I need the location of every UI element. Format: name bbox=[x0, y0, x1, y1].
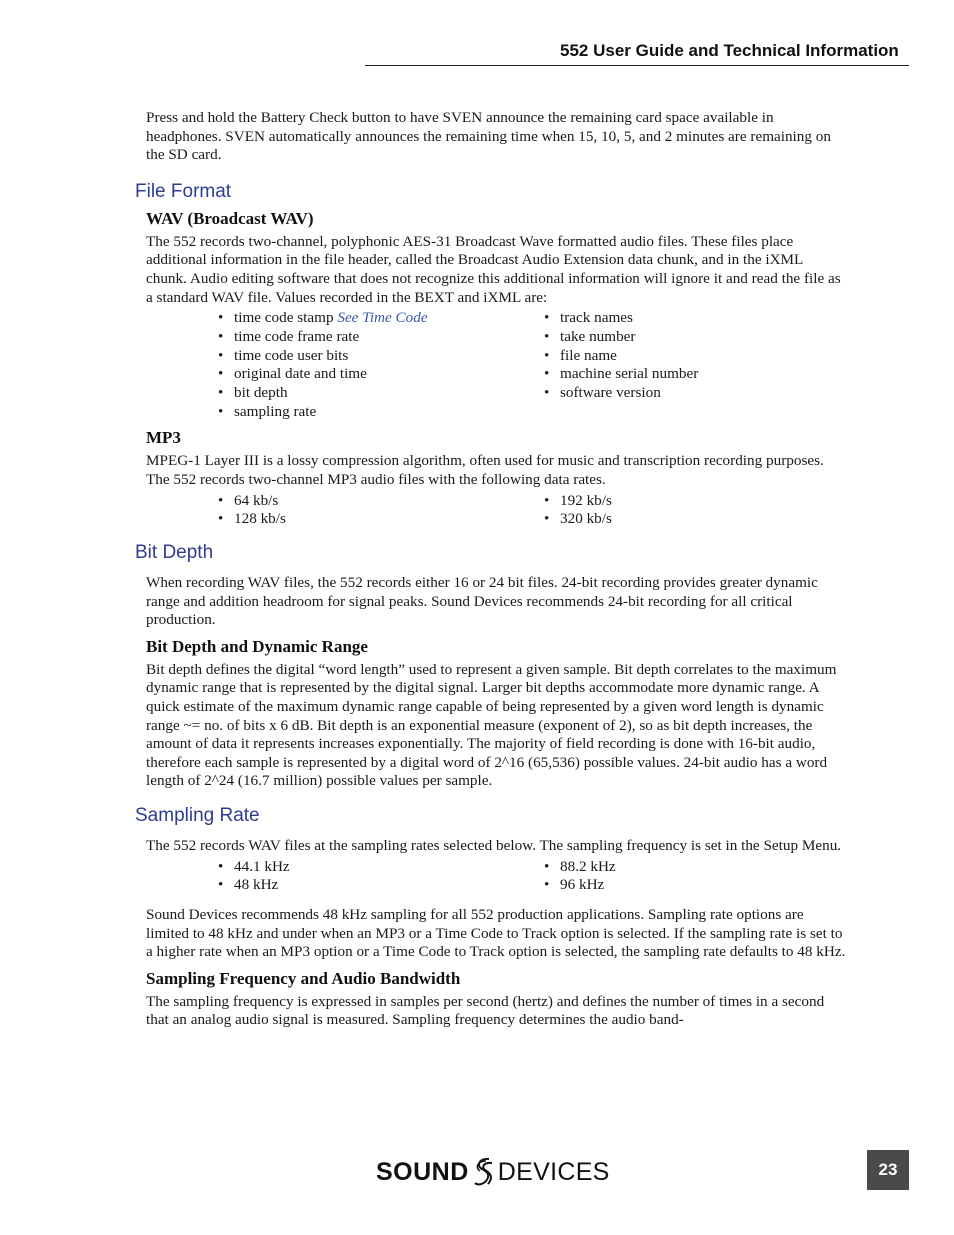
list-item: • 48 kHz bbox=[218, 876, 544, 895]
list-item: • 64 kb/s bbox=[218, 492, 544, 511]
dynamic-range-paragraph: Bit depth defines the digital “word length” used to represent a given sample. Bit depth correlates to the maximum dynamic range that is represented by the digital signal. Larger bit depths accommodate more dynamic range. A quick estimate of the maximum dynamic range capable of being represented by a given word length is dynamic range ~= no. of bits x 6 dB. Bit depth is an exponential measure (exponent of 2), so as bit depth increases, the amount of data it represents increases exponentially. The majority of field recording is done with 16-bit audio, therefore each sample is represented by a digital word of 2^16 (65,536) possible values. 24-bit audio has a word length of 2^24 (16.7 million) possible values per sample. bbox=[146, 660, 837, 790]
list-item: • machine serial number bbox=[544, 365, 844, 384]
mp3-rates-list bbox=[218, 492, 846, 529]
intro-paragraph: Press and hold the Battery Check button to have SVEN announce the remaining card space available in headphones. SVEN automatically announces the remaining time when 15, 10, 5, and 2 minutes are remaining on the SD card. bbox=[146, 109, 831, 164]
page-number-badge: 23 bbox=[867, 1150, 909, 1190]
sampling-rates-list bbox=[218, 858, 846, 895]
logo-word-sound: SOUND bbox=[376, 1157, 469, 1186]
page-content bbox=[135, 109, 846, 1030]
subheading-wav: WAV (Broadcast WAV) bbox=[146, 208, 314, 228]
list-item: • time code frame rate bbox=[218, 328, 544, 347]
bit-depth-paragraph: When recording WAV files, the 552 records either 16 or 24 bit files. 24-bit recording provides greater dynamic range and addition headroom for signal peaks. Sound Devices recommends 24-bit recording for all critical production. bbox=[146, 573, 818, 629]
sound-devices-logo bbox=[376, 1155, 610, 1189]
section-heading-bit-depth: Bit Depth bbox=[135, 541, 214, 563]
list-item: • 320 kb/s bbox=[544, 510, 844, 529]
list-item: • 88.2 kHz bbox=[544, 858, 844, 877]
subheading-mp3: MP3 bbox=[146, 428, 181, 448]
section-heading-file-format: File Format bbox=[135, 180, 232, 202]
list-item: • take number bbox=[544, 328, 844, 347]
header-rule bbox=[365, 65, 909, 66]
subheading-bandwidth: Sampling Frequency and Audio Bandwidth bbox=[146, 968, 461, 988]
section-heading-sampling-rate: Sampling Rate bbox=[135, 804, 260, 826]
list-item: • track names bbox=[544, 309, 844, 328]
swirl-logo-icon bbox=[471, 1156, 497, 1188]
list-item: • 96 kHz bbox=[544, 876, 844, 895]
list-item: • time code user bits bbox=[218, 347, 544, 366]
wav-values-list bbox=[218, 309, 846, 421]
list-item: • time code stamp See Time Code bbox=[218, 309, 544, 328]
list-item: • original date and time bbox=[218, 365, 544, 384]
list-item: • 192 kb/s bbox=[544, 492, 844, 511]
bandwidth-paragraph: The sampling frequency is expressed in samples per second (hertz) and defines the number of times in a second that an analog audio signal is measured. Sampling frequency determines the audio band- bbox=[146, 992, 825, 1029]
list-item: • bit depth bbox=[218, 384, 544, 403]
running-header-title: 552 User Guide and Technical Information bbox=[560, 41, 899, 60]
list-item: • sampling rate bbox=[218, 403, 544, 422]
list-item: • file name bbox=[544, 347, 844, 366]
list-item: • 44.1 kHz bbox=[218, 858, 544, 877]
sampling-recommendation-paragraph: Sound Devices recommends 48 kHz sampling for all 552 production applications. Sampling rate options are limited to 48 kHz and under when an MP3 or a Time Code to Track option is selected. If the sampling rate is set to a higher rate when an MP3 option or a Time Code to Track option is selected, the sampling rate defaults to 48 kHz. bbox=[146, 905, 846, 961]
wav-paragraph: The 552 records two-channel, polyphonic AES-31 Broadcast Wave formatted audio files. These files place additional information in the file header, called the Broadcast Audio Extension data chunk, and in the iXML chunk. Audio editing software that does not recognize this additional information will ignore it and read the file as a standard WAV file. Values recorded in the BEXT and iXML are: bbox=[146, 232, 841, 306]
list-item: • 128 kb/s bbox=[218, 510, 544, 529]
mp3-paragraph: MPEG-1 Layer III is a lossy compression algorithm, often used for music and transcription recording purposes. The 552 records two-channel MP3 audio files with the following data rates. bbox=[146, 452, 824, 488]
list-item: • software version bbox=[544, 384, 844, 403]
logo-word-devices: DEVICES bbox=[497, 1157, 610, 1186]
sampling-rate-paragraph: The 552 records WAV files at the sampling rates selected below. The sampling frequency is set in the Setup Menu. bbox=[146, 836, 842, 854]
see-time-code-link[interactable]: See Time Code bbox=[337, 309, 428, 327]
subheading-dynamic-range: Bit Depth and Dynamic Range bbox=[146, 636, 368, 656]
